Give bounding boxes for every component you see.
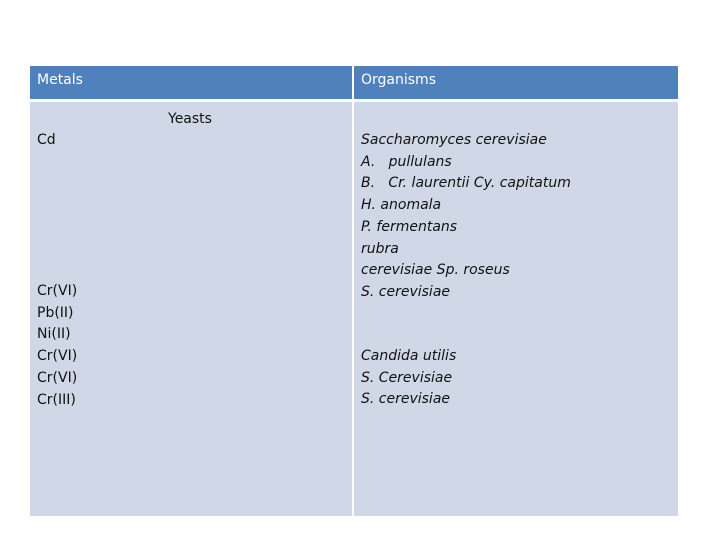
metal-cell: Cr(VI) <box>37 283 78 299</box>
metal-cell: Pb(II) <box>37 304 74 321</box>
organism-cell: P. fermentans <box>361 218 458 235</box>
organism-cell: A. pullulans <box>361 153 452 170</box>
metal-cell: Cr(VI) <box>37 369 78 386</box>
metals-column-header: Metals <box>30 66 352 102</box>
organism-cell: Candida utilis <box>361 348 457 364</box>
metals-column <box>30 102 352 516</box>
column-divider <box>352 66 354 516</box>
organism-cell: rubra <box>361 240 399 257</box>
organism-cell: cerevisiae Sp. roseus <box>361 262 510 279</box>
metals-organisms-table <box>30 66 678 516</box>
organism-cell: S. Cerevisiae <box>361 369 453 386</box>
metal-cell: Cr(VI) <box>37 348 78 365</box>
organism-cell: H. anomala <box>361 197 442 214</box>
organism-cell: S. cerevisiae <box>361 391 451 408</box>
metal-cell: Ni(II) <box>37 326 71 343</box>
organism-cell: Saccharomyces cerevisiae <box>361 132 547 148</box>
metal-cell: Cd <box>37 132 56 148</box>
metal-cell: Cr(III) <box>37 391 76 408</box>
yeasts-section-label: Yeasts <box>168 111 212 127</box>
organism-cell: B. Cr. laurentii Cy. capitatum <box>361 175 571 192</box>
organisms-column-header: Organisms <box>354 66 678 102</box>
organism-cell: S. cerevisiae <box>361 283 451 300</box>
